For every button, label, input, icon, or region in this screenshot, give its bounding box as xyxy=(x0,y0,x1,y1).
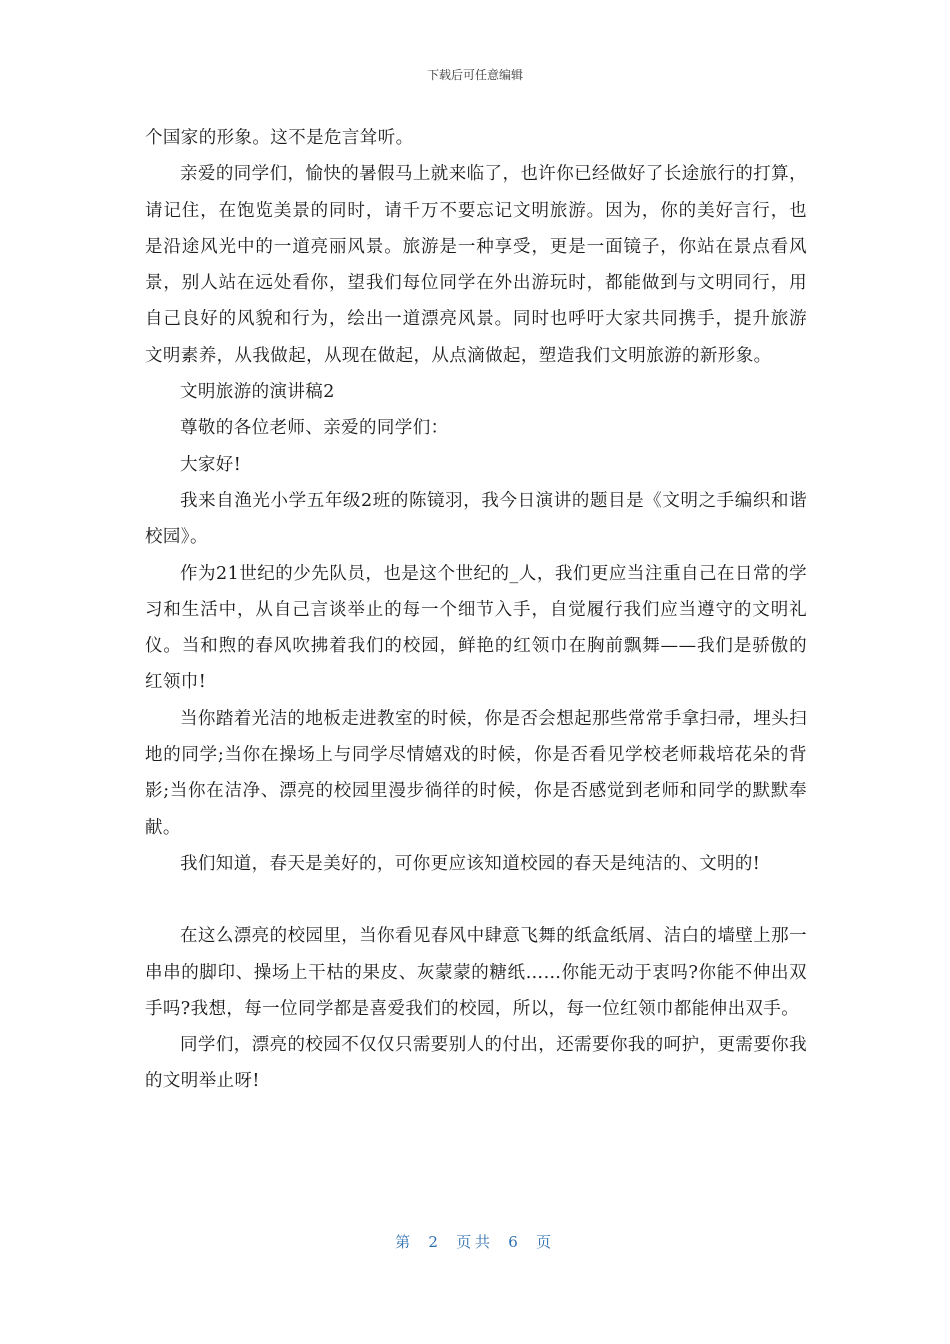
paragraph: 作为21世纪的少先队员，也是这个世纪的_人，我们更应当注重自己在日常的学习和生活中，从自己言谈举止的每一个细节入手，自觉履行我们应当遵守的文明礼仪。当和煦的春风吹拂着我们的校园，鲜艳的红领巾在胸前飘舞——我们是骄傲的红领巾! xyxy=(145,563,807,693)
paragraph-gap xyxy=(145,882,807,918)
footer-label-of: 页共 xyxy=(456,1233,494,1251)
footer-label-end: 页 xyxy=(536,1233,555,1251)
page-header: 下载后可任意编辑 xyxy=(426,68,523,82)
paragraph: 亲爱的同学们，愉快的暑假马上就来临了，也许你已经做好了长途旅行的打算，请记住，在饱览美景的同时，请千万不要忘记文明旅游。因为，你的美好言行，也是沿途风光中的一道亮丽风景。旅游是一种享受，更是一面镜子，你站在景点看风景，别人站在远处看你，望我们每位同学在外出游玩时，都能做到与文明同行，用自己良好的风貌和行为，绘出一道漂亮风景。同时也呼吁大家共同携手，提升旅游文明素养，从我做起，从现在做起，从点滴做起，塑造我们文明旅游的新形象。 xyxy=(145,164,807,366)
footer-current-page: 2 xyxy=(428,1233,442,1251)
greeting: 大家好! xyxy=(180,454,242,475)
paragraph: 我们知道，春天是美好的，可你更应该知道校园的春天是纯洁的、文明的! xyxy=(180,853,761,874)
footer-total-pages: 6 xyxy=(508,1233,522,1251)
salutation: 尊敬的各位老师、亲爱的同学们： xyxy=(180,418,449,439)
paragraph: 我来自渔光小学五年级2班的陈镜羽，我今日演讲的题目是《文明之手编织和谐校园》。 xyxy=(145,490,807,548)
paragraph: 当你踏着光洁的地板走进教室的时候，你是否会想起那些常常手拿扫帚，埋头扫地的同学;当你在操场上与同学尽情嬉戏的时候，你是否看见学校老师栽培花朵的背影;当你在洁净、漂亮的校园里漫步徜徉的时候，你是否感觉到老师和同学的默默奉献。 xyxy=(145,708,807,838)
paragraph: 个国家的形象。这不是危言耸听。 xyxy=(145,128,414,148)
paragraph: 在这么漂亮的校园里，当你看见春风中肆意飞舞的纸盒纸屑、洁白的墙壁上那一串串的脚印、操场上干枯的果皮、灰蒙蒙的糖纸……你能无动于衷吗?你能不伸出双手吗?我想，每一位同学都是喜爱我们的校园，所以，每一位红领巾都能伸出双手。 xyxy=(145,926,807,1019)
speech-title: 文明旅游的演讲稿2 xyxy=(180,382,335,403)
paragraph: 同学们，漂亮的校园不仅仅只需要别人的付出，还需要你我的呵护，更需要你我的文明举止呀! xyxy=(145,1035,807,1092)
document-body xyxy=(145,120,807,1100)
page-footer xyxy=(0,1231,950,1252)
footer-label-page: 第 xyxy=(395,1233,414,1251)
